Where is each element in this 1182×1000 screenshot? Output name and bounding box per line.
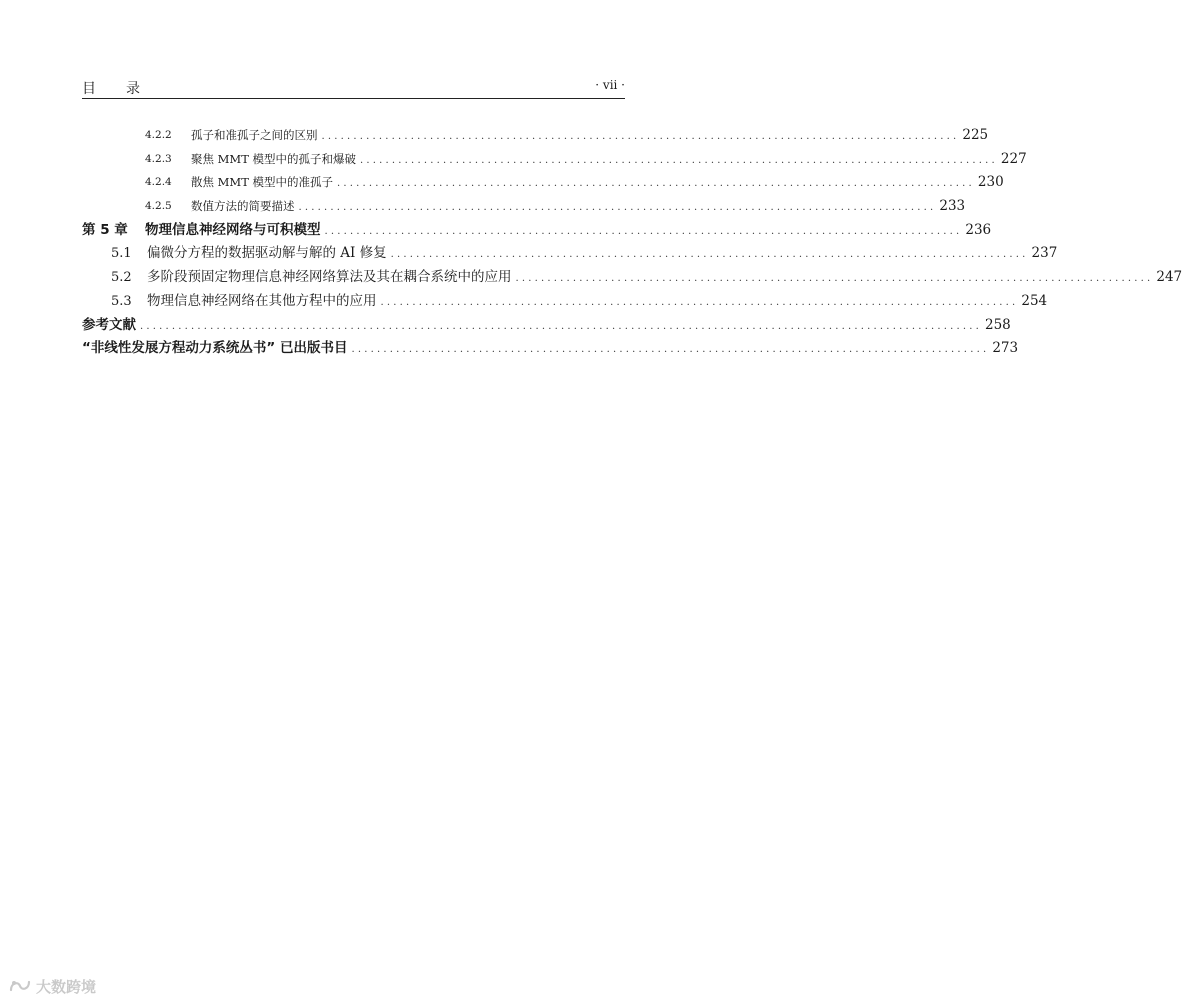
toc-entry-page: 237 xyxy=(1031,245,1058,262)
toc-entry-4-2-4[interactable] xyxy=(82,171,1004,195)
toc-entry-title: 物理信息神经网络在其他方程中的应用 xyxy=(147,292,377,309)
brand-logo-icon xyxy=(8,978,32,994)
toc-entry-page: 273 xyxy=(992,340,1019,357)
dot-leader: .................................................................................................... xyxy=(298,202,937,214)
toc-entry-page: 258 xyxy=(985,316,1011,333)
toc-entry-page: 227 xyxy=(1000,150,1027,167)
dot-leader: .................................................................................................... xyxy=(324,225,963,237)
toc-entry-5-3[interactable] xyxy=(82,290,1048,314)
toc-entry-page: 225 xyxy=(962,127,989,143)
toc-entry-4-2-3[interactable] xyxy=(82,148,1027,172)
toc-entry-page: 233 xyxy=(939,198,966,215)
dot-leader: .................................................................................................... xyxy=(390,249,1029,261)
toc-entry-number: 5.2 xyxy=(111,270,132,286)
toc-entry-5-2[interactable] xyxy=(82,266,1182,290)
watermark-text: 大数跨境 xyxy=(36,977,97,996)
toc-entry-number: 第 5 章 xyxy=(82,221,128,238)
running-header-title: 目录 xyxy=(82,81,170,97)
toc-entry-number: 5.1 xyxy=(111,246,132,262)
dot-leader: .................................................................................................................................... xyxy=(140,320,982,332)
toc-entry-page: 230 xyxy=(977,174,1004,191)
toc-entry-5-1[interactable] xyxy=(82,242,1058,266)
toc-entry-page: 236 xyxy=(965,221,992,238)
toc-entry-title: 数值方法的简要描述 xyxy=(191,199,295,214)
toc-entry-4-2-5[interactable] xyxy=(82,195,966,219)
toc-entry-references[interactable] xyxy=(82,314,1011,338)
toc-entry-title: 偏微分方程的数据驱动解与解的 AI 修复 xyxy=(147,245,387,262)
toc-entry-number: 4.2.3 xyxy=(145,152,172,165)
toc-entry-title: “非线性发展方程动力系统丛书” 已出版书目 xyxy=(82,340,348,357)
toc-entry-4-2-2[interactable] xyxy=(82,124,989,148)
table-of-contents xyxy=(82,124,1182,361)
toc-entry-series-list[interactable] xyxy=(82,337,1019,361)
dot-leader: .................................................................................................... xyxy=(337,178,975,190)
toc-entry-number: 4.2.4 xyxy=(145,176,172,189)
toc-entry-title: 多阶段预固定物理信息神经网络算法及其在耦合系统中的应用 xyxy=(147,269,512,286)
toc-entry-title: 散焦 MMT 模型中的准孤子 xyxy=(191,175,334,190)
toc-entry-number: 5.3 xyxy=(111,293,132,309)
toc-entry-number: 4.2.2 xyxy=(145,129,172,141)
dot-leader: .................................................................................................... xyxy=(515,273,1154,285)
running-header-page-number: · vii · xyxy=(595,78,625,92)
toc-entry-title: 聚焦 MMT 模型中的孤子和爆破 xyxy=(191,151,357,166)
toc-entry-title: 孤子和准孤子之间的区别 xyxy=(191,128,318,142)
dot-leader: .................................................................................................... xyxy=(321,131,960,142)
toc-entry-chapter-5[interactable] xyxy=(82,219,992,243)
dot-leader: .................................................................................................... xyxy=(360,154,998,166)
toc-entry-title: 参考文献 xyxy=(82,316,136,333)
watermark xyxy=(8,976,96,996)
dot-leader: .................................................................................................... xyxy=(380,296,1019,308)
toc-entry-title: 物理信息神经网络与可积模型 xyxy=(145,221,321,238)
toc-entry-page: 247 xyxy=(1156,269,1182,286)
page-header xyxy=(82,74,625,98)
header-rule xyxy=(82,98,625,99)
dot-leader: .................................................................................................... xyxy=(351,344,990,356)
toc-entry-page: 254 xyxy=(1021,292,1048,309)
toc-entry-number: 4.2.5 xyxy=(145,200,172,213)
